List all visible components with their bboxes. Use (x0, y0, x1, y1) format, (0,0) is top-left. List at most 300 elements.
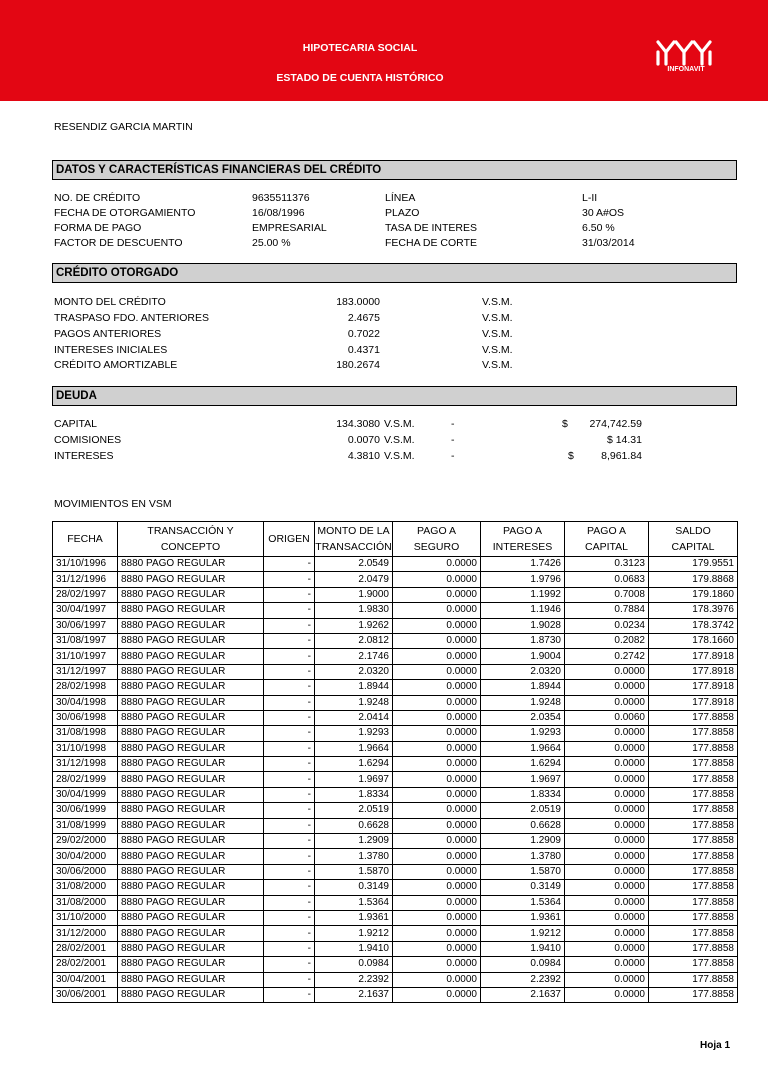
cell-origen: - (264, 710, 315, 725)
deuda-amount: 8,961.84 (601, 450, 642, 462)
cell-origen: - (264, 910, 315, 925)
cell-pago-capital: 0.0000 (565, 972, 649, 987)
cell-concepto: 8880 PAGO REGULAR (118, 972, 264, 987)
cell-pago-capital: 0.0000 (565, 849, 649, 864)
cell-pago-intereses: 1.6294 (481, 757, 565, 772)
cell-monto: 1.9293 (315, 726, 393, 741)
cell-fecha: 30/04/2000 (53, 849, 118, 864)
cell-monto: 1.9212 (315, 926, 393, 941)
cell-pago-seguro: 0.0000 (393, 603, 481, 618)
cell-fecha: 30/06/1999 (53, 803, 118, 818)
cell-monto: 1.6294 (315, 757, 393, 772)
cell-pago-seguro: 0.0000 (393, 695, 481, 710)
cell-origen: - (264, 880, 315, 895)
cell-pago-intereses: 1.8944 (481, 680, 565, 695)
cell-concepto: 8880 PAGO REGULAR (118, 895, 264, 910)
cell-pago-seguro: 0.0000 (393, 741, 481, 756)
cell-pago-capital: 0.2082 (565, 633, 649, 648)
cell-saldo-capital: 177.8858 (649, 864, 738, 879)
cell-concepto: 8880 PAGO REGULAR (118, 680, 264, 695)
cell-saldo-capital: 177.8858 (649, 757, 738, 772)
credito-value: 183.0000 (336, 296, 380, 308)
cell-pago-intereses: 1.9004 (481, 649, 565, 664)
cell-pago-seguro: 0.0000 (393, 757, 481, 772)
cell-fecha: 31/10/1996 (53, 557, 118, 572)
cell-monto: 1.3780 (315, 849, 393, 864)
cell-pago-intereses: 2.0354 (481, 710, 565, 725)
table-row (53, 957, 738, 972)
cell-concepto: 8880 PAGO REGULAR (118, 633, 264, 648)
cell-saldo-capital: 177.8858 (649, 710, 738, 725)
cell-pago-seguro: 0.0000 (393, 787, 481, 802)
credito-label: PAGOS ANTERIORES (54, 328, 162, 340)
cell-origen: - (264, 649, 315, 664)
cell-saldo-capital: 177.8858 (649, 895, 738, 910)
cell-pago-capital: 0.0000 (565, 664, 649, 679)
cell-pago-intereses: 2.1637 (481, 987, 565, 1002)
credito-unit: V.S.M. (482, 328, 513, 340)
table-row (53, 787, 738, 802)
cell-fecha: 30/06/2001 (53, 987, 118, 1002)
cell-pago-capital: 0.0000 (565, 772, 649, 787)
cell-monto: 2.0479 (315, 572, 393, 587)
cell-origen: - (264, 849, 315, 864)
cell-origen: - (264, 803, 315, 818)
cell-origen: - (264, 726, 315, 741)
cell-concepto: 8880 PAGO REGULAR (118, 757, 264, 772)
table-row (53, 941, 738, 956)
cell-monto: 1.9262 (315, 618, 393, 633)
table-row (53, 818, 738, 833)
cell-monto: 1.9664 (315, 741, 393, 756)
cell-pago-intereses: 1.3780 (481, 849, 565, 864)
cell-origen: - (264, 695, 315, 710)
cell-fecha: 30/06/1998 (53, 710, 118, 725)
cell-concepto: 8880 PAGO REGULAR (118, 726, 264, 741)
cell-pago-seguro: 0.0000 (393, 818, 481, 833)
cell-saldo-capital: 178.3742 (649, 618, 738, 633)
cell-monto: 1.8944 (315, 680, 393, 695)
cell-pago-intereses: 1.9212 (481, 926, 565, 941)
cell-concepto: 8880 PAGO REGULAR (118, 926, 264, 941)
cell-fecha: 30/04/1997 (53, 603, 118, 618)
cell-pago-intereses: 0.6628 (481, 818, 565, 833)
deuda-value: 4.3810 (347, 450, 380, 462)
cell-pago-intereses: 0.0984 (481, 957, 565, 972)
cell-origen: - (264, 926, 315, 941)
deuda-value: 0.0070 (347, 434, 380, 446)
cell-fecha: 31/08/1997 (53, 633, 118, 648)
cell-origen: - (264, 603, 315, 618)
cell-pago-seguro: 0.0000 (393, 987, 481, 1002)
cell-concepto: 8880 PAGO REGULAR (118, 818, 264, 833)
cell-pago-seguro: 0.0000 (393, 972, 481, 987)
cell-fecha: 30/04/1998 (53, 695, 118, 710)
cell-pago-seguro: 0.0000 (393, 941, 481, 956)
deuda-currency: $ (562, 418, 568, 430)
credito-label: TRASPASO FDO. ANTERIORES (54, 312, 209, 324)
cell-fecha: 31/12/1998 (53, 757, 118, 772)
cell-saldo-capital: 179.9551 (649, 557, 738, 572)
cell-fecha: 28/02/1999 (53, 772, 118, 787)
table-row (53, 987, 738, 1002)
table-row (53, 618, 738, 633)
credito-unit: V.S.M. (482, 344, 513, 356)
table-row (53, 772, 738, 787)
cell-saldo-capital: 177.8858 (649, 803, 738, 818)
table-row (53, 695, 738, 710)
cell-pago-capital: 0.0000 (565, 910, 649, 925)
cell-origen: - (264, 941, 315, 956)
col-header-saldo-capital: SALDO CAPITAL (649, 522, 738, 557)
credito-label: CRÉDITO AMORTIZABLE (54, 359, 178, 371)
cell-monto: 0.3149 (315, 880, 393, 895)
cell-pago-intereses: 1.1992 (481, 587, 565, 602)
cell-fecha: 28/02/1997 (53, 587, 118, 602)
report-header (0, 0, 768, 101)
cell-origen: - (264, 664, 315, 679)
table-row (53, 834, 738, 849)
cell-concepto: 8880 PAGO REGULAR (118, 987, 264, 1002)
table-row (53, 664, 738, 679)
cell-monto: 2.2392 (315, 972, 393, 987)
deuda-label: INTERESES (54, 450, 114, 462)
deuda-amount: $ 14.31 (606, 434, 642, 446)
cell-saldo-capital: 177.8858 (649, 957, 738, 972)
cell-pago-intereses: 1.9796 (481, 572, 565, 587)
section-datos-title: DATOS Y CARACTERÍSTICAS FINANCIERAS DEL CRÉDITO (52, 160, 737, 180)
table-row (53, 880, 738, 895)
cell-concepto: 8880 PAGO REGULAR (118, 618, 264, 633)
cell-pago-capital: 0.0060 (565, 710, 649, 725)
cell-saldo-capital: 177.8918 (649, 695, 738, 710)
cell-fecha: 31/10/2000 (53, 910, 118, 925)
cell-concepto: 8880 PAGO REGULAR (118, 741, 264, 756)
cell-pago-seguro: 0.0000 (393, 849, 481, 864)
datos-label: FORMA DE PAGO (54, 222, 142, 234)
cell-monto: 1.9248 (315, 695, 393, 710)
cell-fecha: 31/12/1997 (53, 664, 118, 679)
cell-monto: 1.9697 (315, 772, 393, 787)
section-deuda-title: DEUDA (52, 386, 737, 406)
cell-origen: - (264, 957, 315, 972)
cell-fecha: 28/02/1998 (53, 680, 118, 695)
datos-value: 9635511376 (252, 192, 310, 204)
cell-pago-capital: 0.0000 (565, 757, 649, 772)
cell-monto: 1.9000 (315, 587, 393, 602)
datos-label: FECHA DE OTORGAMIENTO (54, 207, 196, 219)
cell-origen: - (264, 787, 315, 802)
cell-origen: - (264, 818, 315, 833)
cell-pago-capital: 0.0000 (565, 680, 649, 695)
deuda-unit: V.S.M. (384, 418, 415, 430)
cell-pago-capital: 0.0000 (565, 803, 649, 818)
cell-pago-capital: 0.0000 (565, 926, 649, 941)
cell-monto: 2.0812 (315, 633, 393, 648)
cell-pago-seguro: 0.0000 (393, 910, 481, 925)
cell-origen: - (264, 680, 315, 695)
cell-saldo-capital: 177.8858 (649, 818, 738, 833)
deuda-separator: - (451, 434, 455, 446)
cell-fecha: 30/04/1999 (53, 787, 118, 802)
deuda-separator: - (451, 450, 455, 462)
cell-pago-capital: 0.2742 (565, 649, 649, 664)
cell-fecha: 30/04/2001 (53, 972, 118, 987)
cell-monto: 1.8334 (315, 787, 393, 802)
cell-pago-seguro: 0.0000 (393, 957, 481, 972)
cell-pago-seguro: 0.0000 (393, 880, 481, 895)
cell-pago-capital: 0.0000 (565, 834, 649, 849)
cell-pago-seguro: 0.0000 (393, 557, 481, 572)
cell-pago-seguro: 0.0000 (393, 895, 481, 910)
deuda-unit: V.S.M. (384, 434, 415, 446)
cell-fecha: 29/02/2000 (53, 834, 118, 849)
table-row (53, 926, 738, 941)
col-header-origen: ORIGEN (264, 522, 315, 557)
datos-label: PLAZO (385, 207, 420, 219)
cell-monto: 1.5870 (315, 864, 393, 879)
credito-unit: V.S.M. (482, 312, 513, 324)
cell-origen: - (264, 772, 315, 787)
cell-saldo-capital: 179.1860 (649, 587, 738, 602)
cell-origen: - (264, 741, 315, 756)
cell-pago-intereses: 1.8730 (481, 633, 565, 648)
cell-saldo-capital: 177.8918 (649, 664, 738, 679)
cell-saldo-capital: 177.8858 (649, 972, 738, 987)
col-header-transaccion: TRANSACCIÓN Y CONCEPTO (118, 522, 264, 557)
cell-saldo-capital: 177.8858 (649, 726, 738, 741)
credito-value: 0.7022 (347, 328, 380, 340)
cell-pago-capital: 0.0000 (565, 818, 649, 833)
cell-fecha: 30/06/2000 (53, 864, 118, 879)
cell-pago-capital: 0.0000 (565, 741, 649, 756)
table-row (53, 803, 738, 818)
cell-fecha: 31/08/2000 (53, 895, 118, 910)
datos-value: 30 A#OS (582, 207, 625, 219)
credito-value: 2.4675 (347, 312, 380, 324)
cell-concepto: 8880 PAGO REGULAR (118, 664, 264, 679)
cell-concepto: 8880 PAGO REGULAR (118, 803, 264, 818)
table-row (53, 864, 738, 879)
table-row (53, 741, 738, 756)
cell-monto: 0.6628 (315, 818, 393, 833)
cell-monto: 2.0549 (315, 557, 393, 572)
cell-saldo-capital: 177.8858 (649, 987, 738, 1002)
cell-pago-seguro: 0.0000 (393, 772, 481, 787)
cell-fecha: 28/02/2001 (53, 957, 118, 972)
cell-origen: - (264, 864, 315, 879)
cell-concepto: 8880 PAGO REGULAR (118, 710, 264, 725)
cell-origen: - (264, 987, 315, 1002)
cell-concepto: 8880 PAGO REGULAR (118, 603, 264, 618)
cell-pago-capital: 0.3123 (565, 557, 649, 572)
table-row (53, 757, 738, 772)
cell-pago-intereses: 0.3149 (481, 880, 565, 895)
cell-concepto: 8880 PAGO REGULAR (118, 849, 264, 864)
deuda-value: 134.3080 (336, 418, 380, 430)
table-row (53, 680, 738, 695)
movimientos-title: MOVIMIENTOS EN VSM (54, 498, 172, 510)
cell-pago-intereses: 1.9361 (481, 910, 565, 925)
cell-monto: 2.1637 (315, 987, 393, 1002)
datos-label: NO. DE CRÉDITO (54, 192, 141, 204)
cell-pago-capital: 0.0000 (565, 726, 649, 741)
credito-label: INTERESES INICIALES (54, 344, 168, 356)
table-row (53, 895, 738, 910)
datos-label: TASA DE INTERES (385, 222, 477, 234)
cell-origen: - (264, 972, 315, 987)
table-row (53, 710, 738, 725)
cell-concepto: 8880 PAGO REGULAR (118, 834, 264, 849)
cell-origen: - (264, 834, 315, 849)
deuda-amount: 274,742.59 (589, 418, 642, 430)
datos-value: L-II (582, 192, 598, 204)
cell-concepto: 8880 PAGO REGULAR (118, 772, 264, 787)
col-header-pago-capital: PAGO A CAPITAL (565, 522, 649, 557)
cell-fecha: 31/10/1998 (53, 741, 118, 756)
cell-pago-capital: 0.0000 (565, 895, 649, 910)
table-row (53, 633, 738, 648)
deuda-label: COMISIONES (54, 434, 122, 446)
cell-pago-intereses: 2.0519 (481, 803, 565, 818)
credito-value: 0.4371 (347, 344, 380, 356)
cell-monto: 1.9361 (315, 910, 393, 925)
section-credito-title: CRÉDITO OTORGADO (52, 263, 737, 283)
table-header-row (53, 522, 738, 557)
cell-pago-intereses: 1.9028 (481, 618, 565, 633)
header-subtitle: ESTADO DE CUENTA HISTÓRICO (276, 72, 444, 84)
table-row (53, 726, 738, 741)
cell-pago-intereses: 1.8334 (481, 787, 565, 802)
credito-unit: V.S.M. (482, 359, 513, 371)
cell-concepto: 8880 PAGO REGULAR (118, 941, 264, 956)
datos-value: 25.00 % (252, 237, 291, 249)
datos-label: LÍNEA (385, 192, 416, 204)
cell-pago-seguro: 0.0000 (393, 572, 481, 587)
table-row (53, 557, 738, 572)
cell-saldo-capital: 177.8858 (649, 772, 738, 787)
cell-origen: - (264, 633, 315, 648)
cell-concepto: 8880 PAGO REGULAR (118, 587, 264, 602)
cell-saldo-capital: 177.8858 (649, 910, 738, 925)
cell-pago-seguro: 0.0000 (393, 587, 481, 602)
table-row (53, 603, 738, 618)
cell-pago-capital: 0.0683 (565, 572, 649, 587)
cell-pago-seguro: 0.0000 (393, 633, 481, 648)
table-row (53, 649, 738, 664)
cell-concepto: 8880 PAGO REGULAR (118, 787, 264, 802)
table-row (53, 572, 738, 587)
cell-saldo-capital: 177.8858 (649, 834, 738, 849)
cell-pago-capital: 0.0000 (565, 880, 649, 895)
cell-pago-intereses: 2.0320 (481, 664, 565, 679)
cell-concepto: 8880 PAGO REGULAR (118, 957, 264, 972)
cell-monto: 2.0519 (315, 803, 393, 818)
cell-pago-intereses: 1.7426 (481, 557, 565, 572)
cell-pago-intereses: 1.9664 (481, 741, 565, 756)
cell-fecha: 31/08/1998 (53, 726, 118, 741)
datos-value: EMPRESARIAL (252, 222, 327, 234)
cell-fecha: 28/02/2001 (53, 941, 118, 956)
cell-pago-intereses: 1.1946 (481, 603, 565, 618)
deuda-unit: V.S.M. (384, 450, 415, 462)
cell-saldo-capital: 179.8868 (649, 572, 738, 587)
cell-monto: 1.9830 (315, 603, 393, 618)
deuda-label: CAPITAL (54, 418, 97, 430)
cell-concepto: 8880 PAGO REGULAR (118, 557, 264, 572)
cell-saldo-capital: 178.3976 (649, 603, 738, 618)
cell-origen: - (264, 557, 315, 572)
page-number: Hoja 1 (700, 1040, 731, 1051)
cell-pago-seguro: 0.0000 (393, 726, 481, 741)
movimientos-body (53, 557, 738, 1003)
cell-monto: 2.0414 (315, 710, 393, 725)
cell-saldo-capital: 177.8858 (649, 941, 738, 956)
col-header-fecha: FECHA (53, 522, 118, 557)
table-row (53, 910, 738, 925)
cell-pago-intereses: 1.2909 (481, 834, 565, 849)
cell-concepto: 8880 PAGO REGULAR (118, 572, 264, 587)
cell-pago-capital: 0.0000 (565, 987, 649, 1002)
cell-saldo-capital: 177.8918 (649, 680, 738, 695)
cell-pago-intereses: 1.5870 (481, 864, 565, 879)
cell-fecha: 31/08/2000 (53, 880, 118, 895)
col-header-pago-seguro: PAGO A SEGURO (393, 522, 481, 557)
cell-pago-intereses: 1.9248 (481, 695, 565, 710)
cell-pago-capital: 0.0234 (565, 618, 649, 633)
cell-fecha: 30/06/1997 (53, 618, 118, 633)
cell-pago-seguro: 0.0000 (393, 710, 481, 725)
cell-pago-capital: 0.0000 (565, 957, 649, 972)
table-row (53, 587, 738, 602)
cell-pago-seguro: 0.0000 (393, 926, 481, 941)
datos-value: 6.50 % (582, 222, 615, 234)
cell-concepto: 8880 PAGO REGULAR (118, 649, 264, 664)
datos-label: FACTOR DE DESCUENTO (54, 237, 183, 249)
cell-origen: - (264, 618, 315, 633)
col-header-pago-intereses: PAGO A INTERESES (481, 522, 565, 557)
credito-value: 180.2674 (336, 359, 380, 371)
deuda-separator: - (451, 418, 455, 430)
datos-value: 16/08/1996 (252, 207, 305, 219)
cell-pago-seguro: 0.0000 (393, 618, 481, 633)
cell-origen: - (264, 587, 315, 602)
deuda-currency: $ (568, 450, 574, 462)
cell-pago-seguro: 0.0000 (393, 649, 481, 664)
cell-saldo-capital: 177.8858 (649, 741, 738, 756)
datos-value: 31/03/2014 (582, 237, 635, 249)
cell-monto: 2.0320 (315, 664, 393, 679)
cell-concepto: 8880 PAGO REGULAR (118, 695, 264, 710)
cell-saldo-capital: 177.8858 (649, 926, 738, 941)
cell-origen: - (264, 895, 315, 910)
cell-pago-capital: 0.7884 (565, 603, 649, 618)
cell-pago-seguro: 0.0000 (393, 803, 481, 818)
cell-pago-intereses: 2.2392 (481, 972, 565, 987)
cell-fecha: 31/08/1999 (53, 818, 118, 833)
cell-concepto: 8880 PAGO REGULAR (118, 864, 264, 879)
table-row (53, 972, 738, 987)
cell-pago-capital: 0.0000 (565, 787, 649, 802)
cell-origen: - (264, 572, 315, 587)
cell-monto: 1.9410 (315, 941, 393, 956)
cell-monto: 2.1746 (315, 649, 393, 664)
cell-pago-intereses: 1.9293 (481, 726, 565, 741)
cell-pago-capital: 0.0000 (565, 864, 649, 879)
cell-saldo-capital: 177.8858 (649, 849, 738, 864)
cell-pago-capital: 0.0000 (565, 695, 649, 710)
cell-concepto: 8880 PAGO REGULAR (118, 910, 264, 925)
